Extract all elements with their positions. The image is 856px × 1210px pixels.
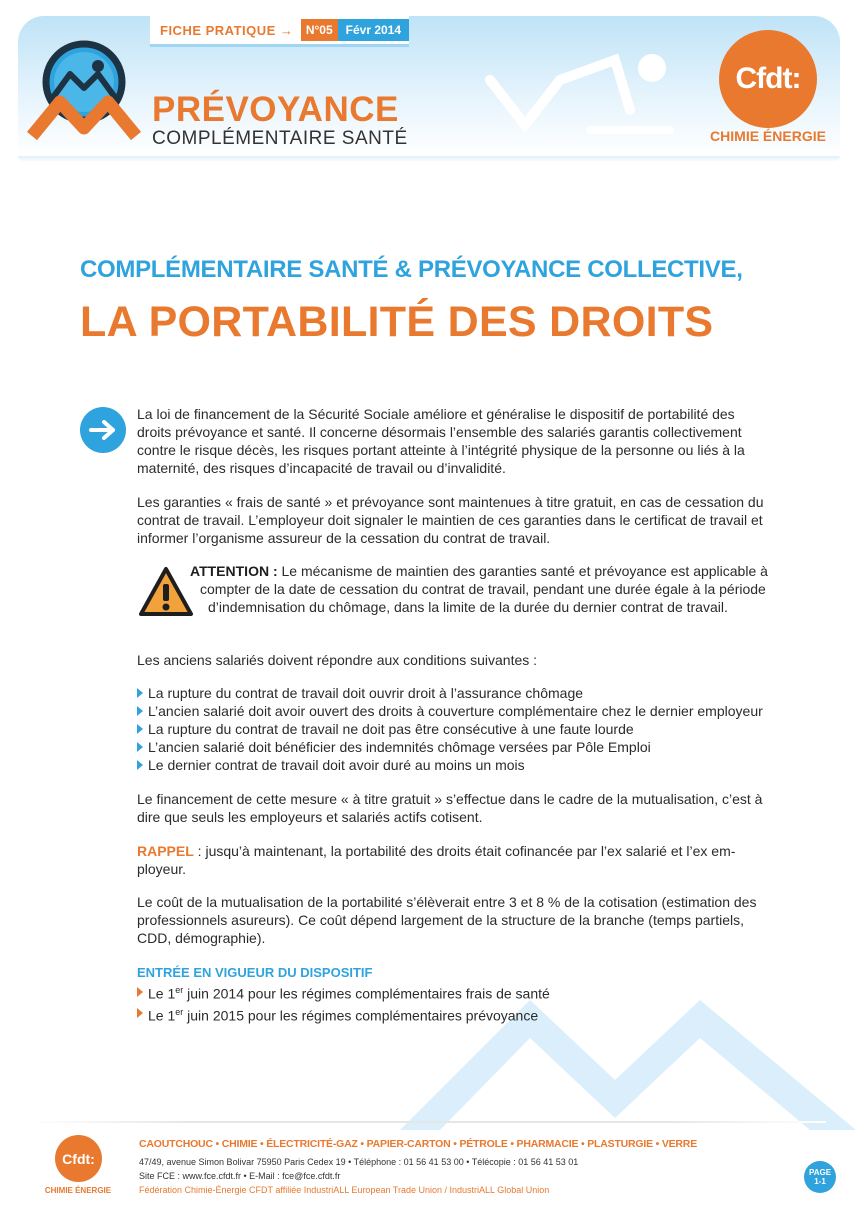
bullet-triangle-icon [137, 742, 143, 752]
page-title: PRÉVOYANCE [152, 90, 399, 129]
header-divider [18, 156, 840, 162]
entree-list [137, 981, 550, 1024]
footer-address: 47/49, avenue Simon Bolivar 75950 Paris Cedex 19 • Téléphone : 01 56 41 53 00 • Télécopie : 01 56 41 53 01 [139, 1157, 579, 1167]
cfdt-logo-caption: CHIMIE ÉNERGIE [710, 128, 826, 144]
conditions-list [137, 684, 763, 774]
cfdt-logo-text: Cfdt: [735, 62, 801, 95]
list-item-text: Le dernier contrat de travail doit avoir duré au moins un mois [148, 757, 525, 773]
footer-divider [30, 1121, 826, 1123]
footer-federation: Fédération Chimie-Énergie CFDT affiliée IndustriALL European Trade Union / IndustriALL Global Union [139, 1185, 550, 1195]
arrow-right-icon [80, 407, 126, 453]
cfdt-logo [719, 30, 817, 128]
cout-line: professionnels asureurs). Ce coût dépend largement de la structure de la branche (temps partiels, [137, 912, 744, 928]
list-item [137, 981, 550, 1003]
garanties-line: Les garanties « frais de santé » et prévoyance sont maintenues à titre gratuit, en cas de cessation du [137, 494, 764, 510]
attention-label: ATTENTION : [190, 563, 278, 579]
header-figure-watermark [470, 40, 690, 150]
intro-line: La loi de financement de la Sécurité Sociale améliore et généralise le dispositif de portabilité des [137, 406, 735, 422]
bullet-triangle-icon [137, 688, 143, 698]
rappel-label: RAPPEL [137, 843, 194, 859]
list-item [137, 684, 763, 702]
fiche-tab [150, 16, 409, 47]
bullet-triangle-icon [137, 987, 143, 997]
rappel-text: : jusqu’à maintenant, la portabilité des droits était cofinancée par l’ex salarié et l’ex em- [193, 843, 736, 859]
financement-line: Le financement de cette mesure « à titre gratuit » s’effectue dans le cadre de la mutualisation, c’est à [137, 791, 763, 807]
fiche-label: FICHE PRATIQUE [160, 22, 276, 38]
garanties-paragraph [137, 493, 764, 547]
attention-line: compter de la date de cessation du contrat de travail, pendant une durée égale à la période [200, 581, 766, 597]
attention-line: d’indemnisation du chômage, dans la limite de la durée du dernier contrat de travail. [208, 599, 728, 615]
financement-line: dire que seuls les employeurs et salariés actifs cotisent. [137, 809, 483, 825]
fiche-number: N°05 [301, 19, 338, 41]
page-subtitle: COMPLÉMENTAIRE SANTÉ [152, 128, 408, 149]
cout-line: CDD, démographie). [137, 930, 266, 946]
page-badge [804, 1161, 836, 1193]
list-item-text: Le 1er juin 2015 pour les régimes complémentaires prévoyance [148, 1006, 539, 1024]
swimmer-logo-icon [26, 36, 142, 148]
arrow-right-icon: → [279, 22, 293, 38]
warning-triangle-icon [138, 566, 194, 618]
section-heading: COMPLÉMENTAIRE SANTÉ & PRÉVOYANCE COLLECTIVE, [80, 256, 743, 283]
page-number: 1-1 [814, 1177, 826, 1186]
intro-line: maternité, des risques d’incapacité de travail ou d’invalidité. [137, 460, 506, 476]
cout-line: Le coût de la mutualisation de la portabilité s’élèverait entre 3 et 8 % de la cotisation (estimation des [137, 894, 757, 910]
fiche-date: Févr 2014 [338, 19, 409, 41]
bullet-triangle-icon [137, 1008, 143, 1018]
intro-line: contre le risque décès, les risques portant atteinte à l’intégrité physique de la personne ou liés à la [137, 442, 745, 458]
footer-cfdt-logo [55, 1135, 102, 1182]
footer-logo-caption: CHIMIE ÉNERGIE [44, 1186, 112, 1195]
page-label: PAGE [808, 1168, 832, 1177]
footer-logo-text: Cfdt: [62, 1150, 95, 1167]
attention-text: Le mécanisme de maintien des garanties santé et prévoyance est applicable à [281, 563, 768, 579]
list-item-text: L’ancien salarié doit avoir ouvert des droits à couverture complémentaire chez le dernier employeur [148, 703, 763, 719]
garanties-line: contrat de travail. L’employeur doit signaler le maintien de ces garanties dans le certificat de travail et [137, 512, 763, 528]
main-heading: LA PORTABILITÉ DES DROITS [80, 298, 714, 346]
list-item-text: La rupture du contrat de travail doit ouvrir droit à l’assurance chômage [148, 685, 584, 701]
intro-line: droits prévoyance et santé. Il concerne désormais l’ensemble des salariés garantis collectivement [137, 424, 742, 440]
bullet-triangle-icon [137, 706, 143, 716]
bullet-triangle-icon [137, 760, 143, 770]
financement-paragraph [137, 790, 762, 826]
list-item [137, 702, 763, 720]
intro-paragraph [137, 405, 745, 477]
list-item [137, 1003, 550, 1025]
list-item-text: L’ancien salarié doit bénéficier des indemnités chômage versées par Pôle Emploi [148, 739, 651, 755]
footer-sectors: CAOUTCHOUC • CHIMIE • ÉLECTRICITÉ-GAZ • PAPIER-CARTON • PÉTROLE • PHARMACIE • PLASTURGIE • VERRE [139, 1138, 697, 1150]
rappel-line: ployeur. [137, 861, 187, 877]
attention-block [190, 562, 768, 616]
cout-paragraph [137, 893, 756, 947]
list-item [137, 756, 763, 774]
list-item [137, 738, 763, 756]
list-item [137, 720, 763, 738]
list-item-text: Le 1er juin 2014 pour les régimes complémentaires frais de santé [148, 985, 550, 1002]
conditions-intro: Les anciens salariés doivent répondre aux conditions suivantes : [137, 652, 538, 668]
garanties-line: informer l’organisme assureur de la cessation du contrat de travail. [137, 530, 551, 546]
rappel-paragraph [137, 842, 735, 878]
entree-heading: ENTRÉE EN VIGUEUR DU DISPOSITIF [137, 965, 373, 980]
bullet-triangle-icon [137, 724, 143, 734]
list-item-text: La rupture du contrat de travail ne doit pas être consécutive à une faute lourde [148, 721, 634, 737]
footer-site: Site FCE : www.fce.cfdt.fr • E-Mail : fce@fce.cfdt.fr [139, 1171, 341, 1181]
